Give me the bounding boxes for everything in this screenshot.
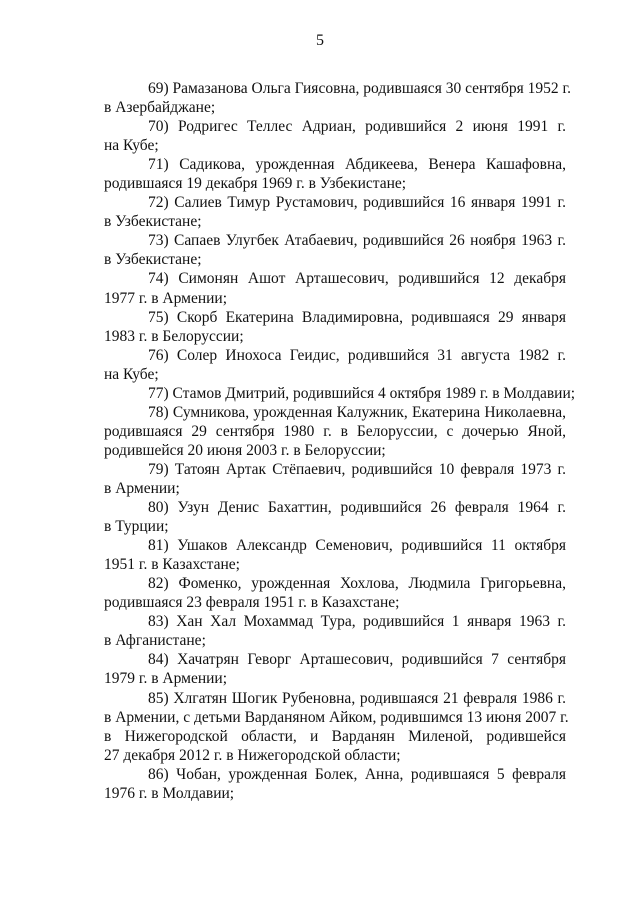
list-item: [104, 403, 566, 460]
entry-line: 79) Татоян Артак Стёпаевич, родившийся 10 февраля 1973 г.: [148, 460, 566, 478]
entry-line: 1977 г. в Армении;: [104, 289, 228, 307]
entry-line: 1983 г. в Белоруссии;: [104, 327, 244, 345]
entry-line: 1979 г. в Армении;: [104, 670, 228, 688]
entry-line: 83) Хан Хал Мохаммад Тура, родившийся 1 января 1963 г.: [148, 613, 566, 631]
entry-line: 82) Фоменко, урожденная Хохлова, Людмила Григорьевна,: [148, 575, 566, 593]
entry-line: 69) Рамазанова Ольга Гиясовна, родившаяся 30 сентября 1952 г.: [148, 80, 572, 97]
entry-line: на Кубе;: [104, 137, 159, 155]
list-item: [104, 689, 569, 765]
entry-line: на Кубе;: [104, 365, 159, 383]
entry-line: 78) Сумникова, урожденная Калужник, Екатерина Николаевна,: [148, 403, 566, 421]
entry-line: в Армении;: [104, 479, 180, 497]
entry-line: 76) Солер Инохоса Геидис, родившийся 31 августа 1982 г.: [148, 346, 566, 364]
list-item: [104, 155, 566, 193]
entry-line: 73) Сапаев Улугбек Атабаевич, родившийся 26 ноября 1963 г.: [148, 232, 566, 250]
list-item: [104, 79, 572, 117]
list-item: [104, 308, 566, 346]
entry-line: 75) Скорб Екатерина Владимировна, родившаяся 29 января: [148, 308, 566, 326]
entry-line: родившаяся 29 сентября 1980 г. в Белоруссии, с дочерью Яной,: [104, 422, 566, 440]
page-number: 5: [316, 32, 324, 49]
entry-line: 86) Чобан, урожденная Болек, Анна, родившаяся 5 февраля: [148, 765, 566, 783]
list-item: [104, 574, 566, 612]
list-item: [104, 384, 576, 403]
entry-line: родившейся 20 июня 2003 г. в Белоруссии;: [104, 441, 386, 459]
entry-line: 27 декабря 2012 г. в Нижегородской области;: [104, 746, 401, 764]
entry-line: в Армении, с детьми Варданяном Айком, родившимся 13 июня 2007 г.: [104, 708, 569, 726]
entry-line: 84) Хачатрян Геворг Арташесович, родившийся 7 сентября: [148, 651, 566, 669]
list-item: [104, 765, 566, 803]
entry-line: 74) Симонян Ашот Арташесович, родившийся 12 декабря: [148, 270, 566, 288]
entry-line: в Азербайджане;: [104, 99, 216, 117]
entry-line: в Турции;: [104, 518, 169, 536]
entry-line: 1951 г. в Казахстане;: [104, 556, 240, 574]
list-item: [104, 498, 566, 536]
entry-line: 1976 г. в Молдавии;: [104, 784, 235, 802]
entry-line: родившаяся 23 февраля 1951 г. в Казахстане;: [104, 594, 400, 612]
entry-line: в Нижегородской области, и Варданян Миленой, родившейся: [104, 727, 566, 745]
entry-line: в Узбекистане;: [104, 251, 202, 269]
entry-line: в Узбекистане;: [104, 213, 202, 231]
list-item: [104, 269, 566, 307]
entry-list: [104, 79, 576, 803]
entry-line: 77) Стамов Дмитрий, родившийся 4 октября 1989 г. в Молдавии;: [148, 384, 576, 402]
list-item: [104, 650, 566, 688]
entry-line: 70) Родригес Теллес Адриан, родившийся 2 июня 1991 г.: [148, 118, 566, 136]
entry-line: 81) Ушаков Александр Семенович, родившийся 11 октября: [148, 537, 566, 555]
list-item: [104, 193, 566, 231]
list-item: [104, 612, 566, 650]
list-item: [104, 460, 566, 498]
list-item: [104, 346, 566, 384]
list-item: [104, 231, 566, 269]
entry-line: родившаяся 19 декабря 1969 г. в Узбекистане;: [104, 175, 407, 193]
entry-line: 72) Салиев Тимур Рустамович, родившийся 16 января 1991 г.: [148, 194, 566, 212]
list-item: [104, 117, 566, 155]
entry-line: 85) Хлгатян Шогик Рубеновна, родившаяся 21 февраля 1986 г.: [148, 689, 566, 707]
entry-line: 80) Узун Денис Бахаттин, родившийся 26 февраля 1964 г.: [148, 499, 566, 517]
entry-line: в Афганистане;: [104, 632, 206, 650]
entry-line: 71) Садикова, урожденная Абдикеева, Венера Кашафовна,: [148, 156, 566, 174]
list-item: [104, 536, 566, 574]
